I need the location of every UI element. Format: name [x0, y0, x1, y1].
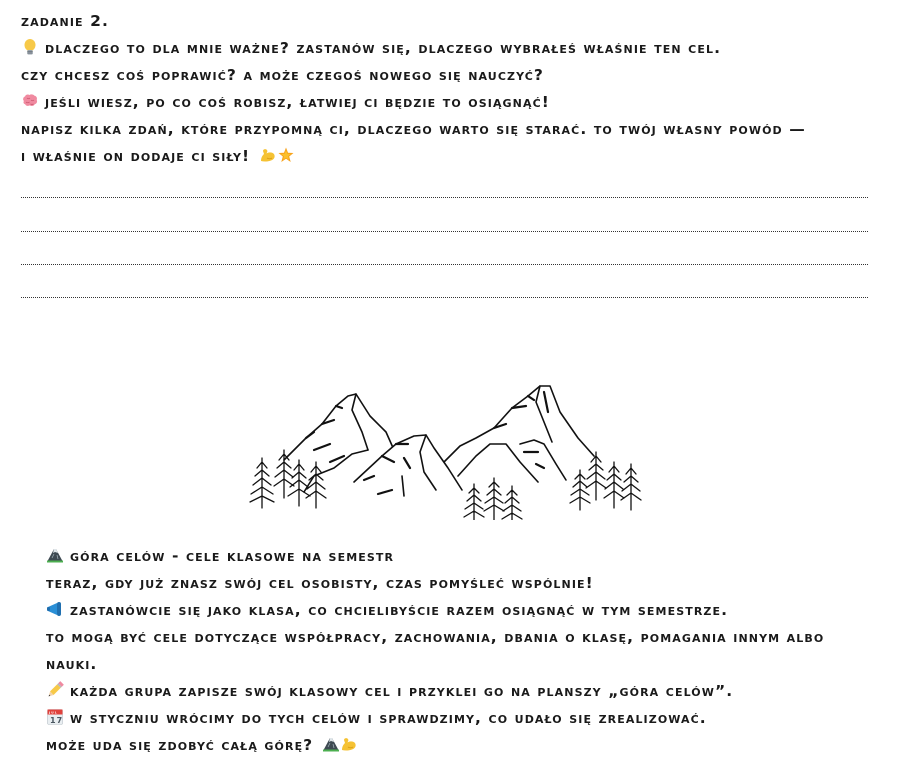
- section-heading: [46, 546, 394, 566]
- class-line-1: teraz, gdy już znasz swój cel osobisty, czas pomyśleć wspólnie!: [46, 574, 594, 592]
- class-line-5: [46, 681, 733, 701]
- task-line-5: [21, 146, 295, 166]
- line-text: może uda się zdobyć całą górę?: [46, 736, 314, 754]
- svg-text:17: 17: [50, 716, 64, 725]
- line-text: każda grupa zapisze swój klasowy cel i przyklei go na planszy „góra celów”.: [70, 682, 734, 700]
- class-line-4: nauki.: [46, 655, 98, 673]
- answer-line-3[interactable]: [21, 264, 868, 265]
- task-line-3: [21, 92, 550, 112]
- line-text: zastanówcie się jako klasa, co chcielibyście razem osiągnąć w tym semestrze.: [70, 601, 729, 619]
- task-line-1: [21, 38, 721, 58]
- line-text: jeśli wiesz, po co coś robisz, łatwiej ci będzie to osiągnąć!: [45, 93, 550, 111]
- mountain-icon: [46, 546, 64, 564]
- line-text: góra celów - cele klasowe na semestr: [70, 547, 395, 565]
- task-line-2: czy chcesz coś poprawić? a może czegoś nowego się nauczyć?: [21, 66, 545, 84]
- mountains-illustration: [244, 372, 644, 520]
- calendar-icon: [46, 708, 64, 726]
- flexed-biceps-icon: [259, 146, 277, 164]
- brain-icon: [21, 92, 39, 110]
- answer-line-2[interactable]: [21, 231, 868, 232]
- task-title: zadanie 2.: [21, 12, 110, 30]
- line-text: dlaczego to dla mnie ważne? zastanów się, dlaczego wybrałeś właśnie ten cel.: [45, 39, 722, 57]
- answer-line-4[interactable]: [21, 297, 868, 298]
- mountain-icon: [322, 735, 340, 753]
- line-text: i właśnie on dodaje ci siły!: [21, 147, 251, 165]
- class-line-6: [46, 708, 707, 728]
- answer-line-1[interactable]: [21, 197, 868, 198]
- star-icon: [277, 146, 295, 164]
- lightbulb-icon: [21, 38, 39, 56]
- task-line-4: napisz kilka zdań, które przypomną ci, dlaczego warto się starać. to twój własny powód —: [21, 120, 806, 138]
- class-line-3: to mogą być cele dotyczące współpracy, zachowania, dbania o klasę, pomagania innym albo: [46, 628, 825, 646]
- class-line-7: [46, 735, 358, 755]
- pencil-icon: [46, 681, 64, 699]
- svg-text:JUL: JUL: [49, 709, 58, 715]
- flexed-biceps-icon: [340, 735, 358, 753]
- megaphone-icon: [46, 600, 64, 618]
- line-text: w styczniu wrócimy do tych celów i sprawdzimy, co udało się zrealizować.: [70, 709, 707, 727]
- class-line-2: [46, 600, 728, 620]
